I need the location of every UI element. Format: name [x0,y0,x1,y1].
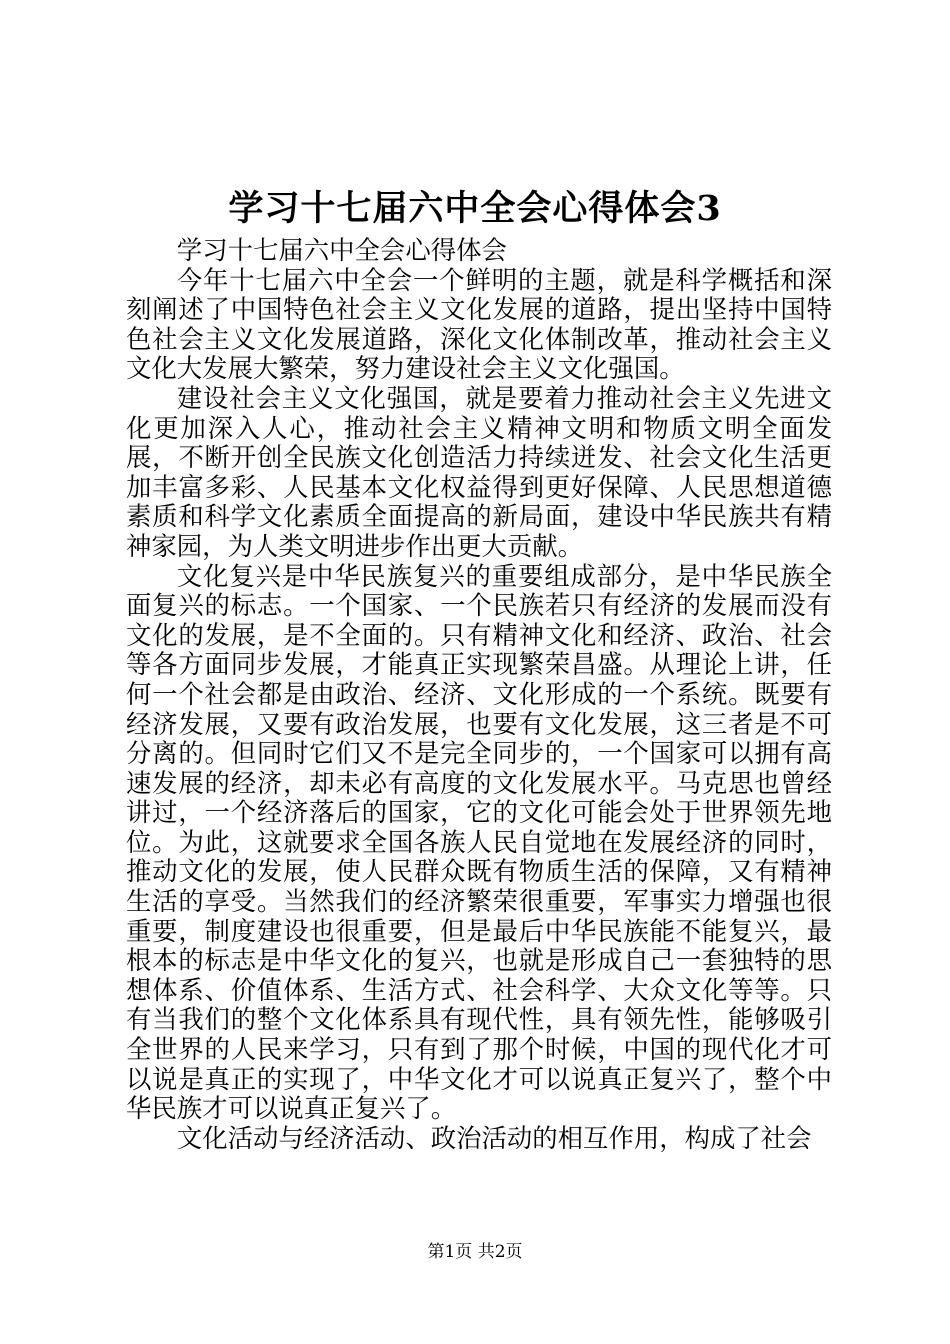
paragraph: 今年十七届六中全会一个鲜明的主题，就是科学概括和深刻阐述了中国特色社会主义文化发展的道路，提出坚持中国特色社会主义文化发展道路，深化文化体制改革，推动社会主义文化大发展大繁荣，努力建设社会主义文化强国。 [126,264,832,384]
document-title: 学习十七届六中全会心得体会3 [228,188,722,229]
paragraph: 文化活动与经济活动、政治活动的相互作用，构成了社会 [176,1122,812,1153]
paragraph-subtitle: 学习十七届六中全会心得体会 [176,235,507,265]
paragraph: 建设社会主义文化强国，就是要着力推动社会主义先进文化更加深入人心，推动社会主义精神文明和物质文明全面发展，不断开创全民族文化创造活力持续迸发、社会文化生活更加丰富多彩、人民基本文化权益得到更好保障、人民思想道德素质和科学文化素质全面提高的新局面，建设中华民族共有精神家园，为人类文明进步作出更大贡献。 [126,382,832,561]
paragraph: 文化复兴是中华民族复兴的重要组成部分，是中华民族全面复兴的标志。一个国家、一个民族若只有经济的发展而没有文化的发展，是不全面的。只有精神文化和经济、政治、社会等各方面同步发展，才能真正实现繁荣昌盛。从理论上讲，任何一个社会都是由政治、经济、文化形成的一个系统。既要有经济发展，又要有政治发展，也要有文化发展，这三者是不可分离的。但同时它们又不是完全同步的，一个国家可以拥有高速发展的经济，却未必有高度的文化发展水平。马克思也曾经讲过，一个经济落后的国家，它的文化可能会处于世界领先地位。为此，这就要求全国各族人民自觉地在发展经济的同时，推动文化的发展，使人民群众既有物质生活的保障，又有精神生活的享受。当然我们的经济繁荣很重要，军事实力增强也很重要，制度建设也很重要，但是最后中华民族能不能复兴，最根本的标志是中华文化的复兴，也就是形成自己一套独特的思想体系、价值体系、生活方式、社会科学、大众文化等等。只有当我们的整个文化体系具有现代性，具有领先性，能够吸引全世界的人民来学习，只有到了那个时候，中国的现代化才可以说是真正的实现了，中华文化才可以说真正复兴了，整个中华民族才可以说真正复兴了。 [126,560,832,1124]
page-number-footer: 第1页 共2页 [427,1242,523,1262]
document-body [126,236,832,1153]
